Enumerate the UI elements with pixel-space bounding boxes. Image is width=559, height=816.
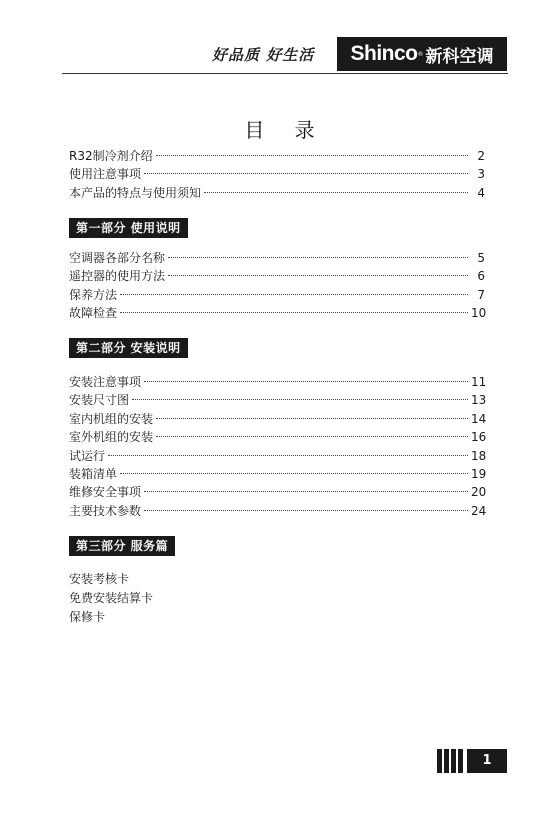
header-divider (62, 73, 508, 74)
toc-entry[interactable] (69, 147, 485, 165)
toc-leader-dots (120, 312, 468, 313)
toc-entry[interactable] (69, 184, 485, 202)
toc-entry-page: 5 (477, 251, 485, 265)
page-number-marker (437, 749, 507, 773)
toc-entry[interactable] (69, 165, 485, 183)
toc-leader-dots (144, 173, 468, 174)
toc-entry-page: 16 (471, 430, 487, 445)
toc-intro-list (69, 147, 485, 202)
list-item[interactable]: 免费安装结算卡 (69, 591, 154, 605)
toc-entry-label: 使用注意事项 (69, 167, 142, 182)
toc-leader-dots (144, 510, 468, 511)
toc-entry-label: 保养方法 (69, 287, 118, 302)
toc-leader-dots (156, 418, 468, 419)
decorative-stripe (444, 749, 449, 773)
toc-entry-page: 6 (477, 269, 485, 284)
toc-entry-label: 故障检查 (69, 306, 118, 321)
toc-leader-dots (168, 275, 468, 276)
page-number: 1 (467, 749, 507, 773)
header-slogan: 好品质 好生活 (212, 46, 315, 64)
toc-entry-page: 7 (477, 287, 485, 302)
toc-leader-dots (144, 381, 468, 382)
part3-list (69, 570, 153, 627)
toc-leader-dots (120, 473, 468, 474)
toc-entry-label: 试运行 (69, 448, 106, 463)
toc-entry[interactable] (69, 428, 485, 446)
decorative-stripe (451, 749, 456, 773)
page-title: 目 录 (244, 118, 327, 142)
toc-entry-label: 主要技术参数 (69, 503, 142, 518)
section-heading-part3: 第三部分 服务篇 (69, 536, 175, 556)
toc-entry-label: R32制冷剂介绍 (69, 149, 153, 163)
toc-leader-dots (108, 455, 468, 456)
toc-leader-dots (156, 436, 468, 437)
decorative-stripe (437, 749, 442, 773)
toc-entry-page: 4 (477, 185, 485, 200)
toc-entry[interactable] (69, 410, 485, 428)
toc-part1-list (69, 249, 485, 323)
toc-entry-label: 空调器各部分名称 (69, 251, 166, 265)
brand-chinese-name: 新科空调 (425, 46, 494, 67)
toc-leader-dots (204, 192, 468, 193)
toc-entry-label: 室外机组的安装 (69, 430, 154, 445)
decorative-stripe (458, 749, 463, 773)
toc-entry[interactable] (69, 502, 485, 520)
section-heading-part1: 第一部分 使用说明 (69, 218, 188, 238)
toc-entry-label: 装箱清单 (69, 466, 118, 481)
toc-entry-page: 18 (471, 448, 487, 463)
toc-entry-page: 3 (477, 167, 485, 182)
toc-leader-dots (168, 257, 468, 258)
toc-entry-page: 10 (471, 306, 487, 321)
toc-entry-label: 遥控器的使用方法 (69, 269, 166, 284)
toc-entry[interactable] (69, 373, 485, 391)
toc-entry-page: 13 (471, 393, 487, 408)
toc-entry-label: 安装尺寸图 (69, 393, 130, 408)
toc-leader-dots (120, 294, 468, 295)
brand-name: Shinco (350, 42, 418, 65)
toc-entry-label: 室内机组的安装 (69, 411, 154, 426)
toc-entry-label: 本产品的特点与使用须知 (69, 185, 202, 200)
toc-leader-dots (156, 155, 468, 156)
toc-entry-page: 2 (477, 149, 485, 163)
toc-leader-dots (144, 491, 468, 492)
toc-entry-page: 14 (471, 411, 487, 426)
toc-entry-page: 24 (471, 503, 487, 518)
toc-entry[interactable] (69, 304, 485, 322)
toc-entry[interactable] (69, 391, 485, 409)
toc-entry-page: 19 (471, 466, 487, 481)
toc-entry-page: 20 (471, 485, 487, 500)
toc-entry[interactable] (69, 267, 485, 285)
toc-part2-list (69, 373, 485, 520)
brand-registered-mark: ® (417, 50, 424, 58)
section-heading-part2: 第二部分 安装说明 (69, 338, 188, 358)
list-item[interactable]: 安装考核卡 (69, 572, 130, 586)
toc-leader-dots (132, 399, 468, 400)
brand-logo (337, 37, 507, 71)
toc-entry[interactable] (69, 483, 485, 501)
list-item[interactable]: 保修卡 (69, 610, 106, 624)
toc-entry[interactable] (69, 286, 485, 304)
toc-entry-page: 11 (471, 375, 487, 389)
toc-entry-label: 安装注意事项 (69, 375, 142, 389)
toc-entry[interactable] (69, 465, 485, 483)
toc-entry[interactable] (69, 249, 485, 267)
toc-entry[interactable] (69, 447, 485, 465)
toc-entry-label: 维修安全事项 (69, 485, 142, 500)
